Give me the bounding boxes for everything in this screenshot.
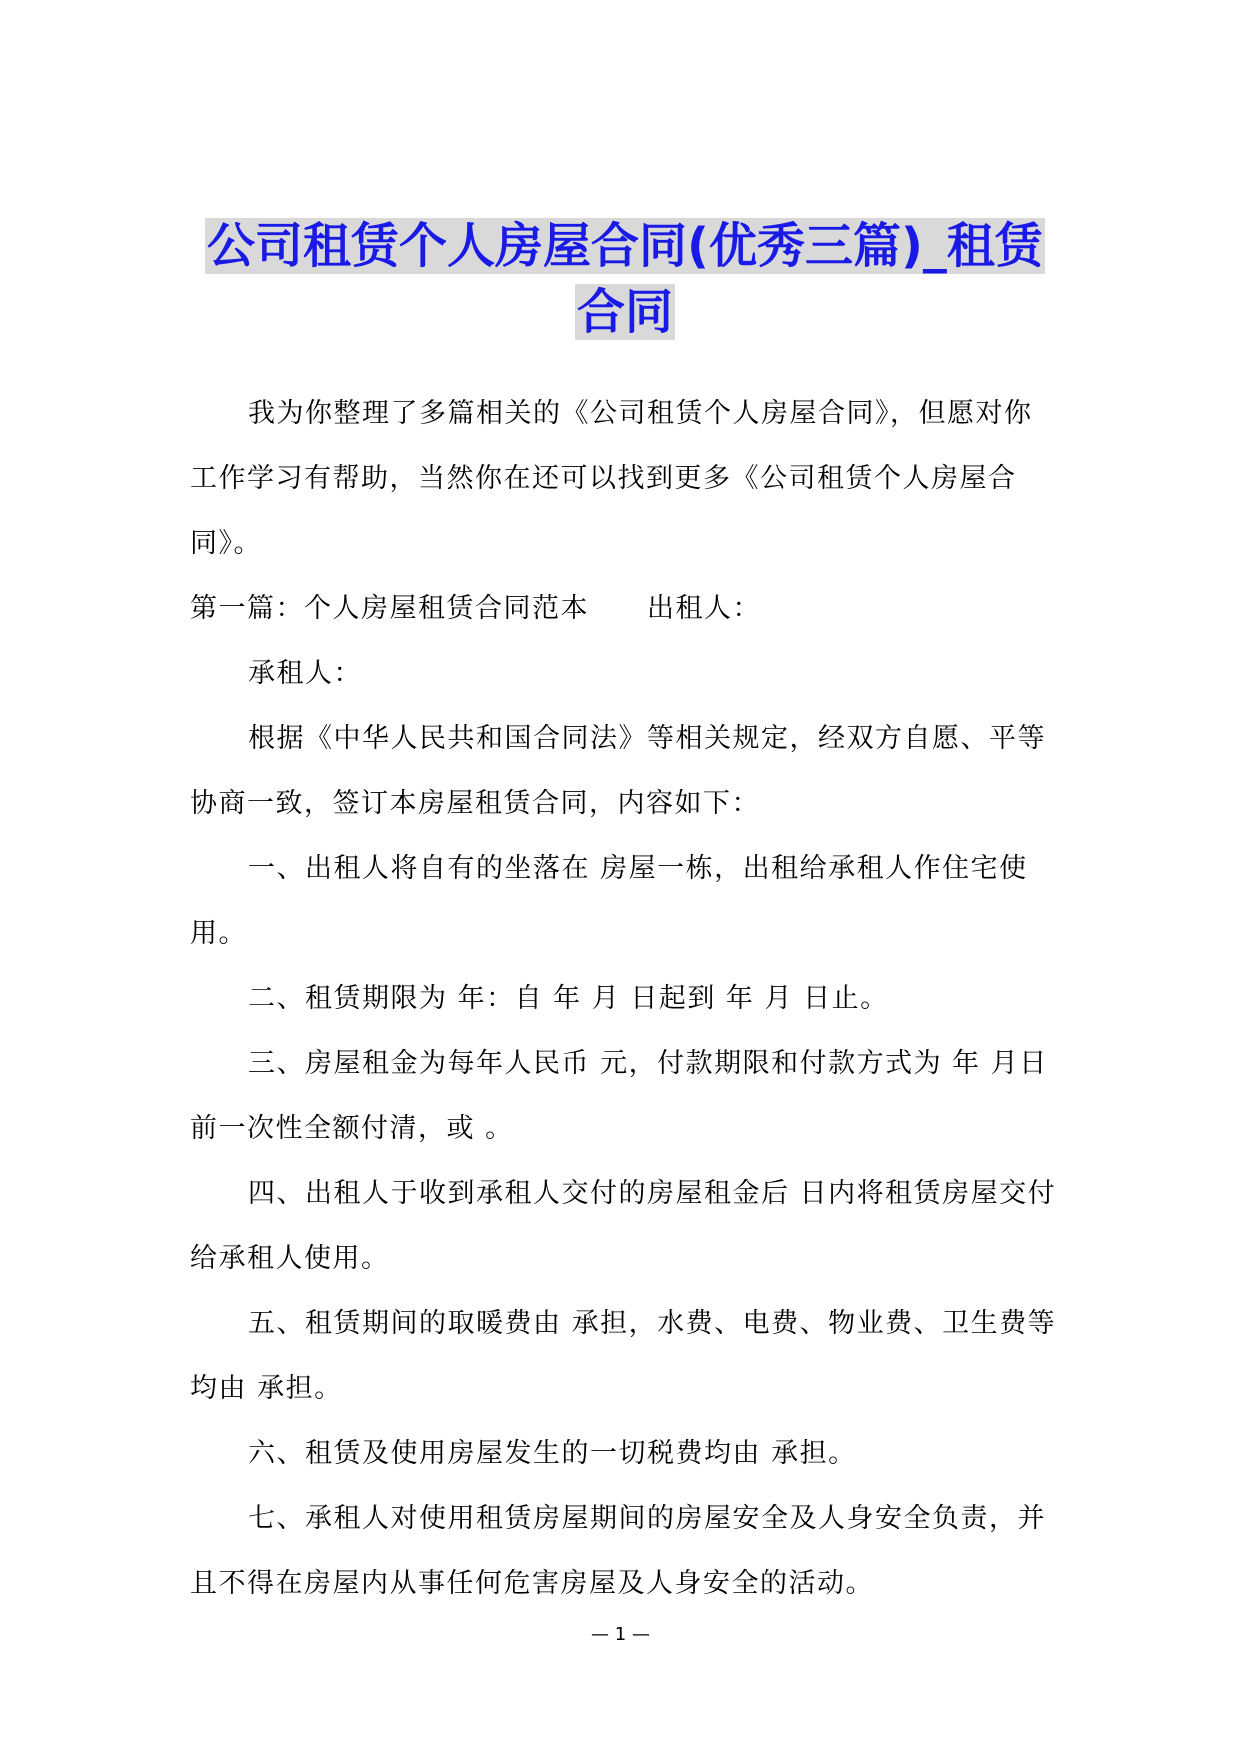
intro-paragraph: 我为你整理了多篇相关的《公司租赁个人房屋合同》，但愿对你工作学习有帮助，当然你在还可以找到更多《公司租赁个人房屋合同》。	[190, 398, 1033, 559]
lessee-label: 承租人：	[248, 658, 362, 689]
contract-basis-paragraph: 根据《中华人民共和国合同法》等相关规定，经双方自愿、平等协商一致，签订本房屋租赁合同，内容如下：	[190, 723, 1046, 819]
clause-1: 一、出租人将自有的坐落在 房屋一栋，出租给承租人作住宅使用。	[190, 853, 1028, 949]
section-heading-line	[190, 576, 1060, 641]
document-title-block	[190, 213, 1060, 345]
section-heading: 第一篇：个人房屋租赁合同范本	[190, 593, 589, 624]
clause-2: 二、租赁期限为 年：自 年 月 日起到 年 月 日止。	[248, 983, 889, 1014]
lessor-label: 出租人：	[647, 593, 761, 624]
clause-7: 七、承租人对使用租赁房屋期间的房屋安全及人身安全负责，并且不得在房屋内从事任何危害房屋及人身安全的活动。	[190, 1503, 1046, 1599]
clause-4: 四、出租人于收到承租人交付的房屋租金后 日内将租赁房屋交付给承租人使用。	[190, 1178, 1057, 1274]
document-body	[190, 381, 1060, 1616]
clause-3: 三、房屋租金为每年人民币 元，付款期限和付款方式为 年 月日前一次性全额付清，或 。	[190, 1048, 1048, 1144]
clause-5: 五、租赁期间的取暖费由 承担，水费、电费、物业费、卫生费等均由 承担。	[190, 1308, 1057, 1404]
document-title: 公司租赁个人房屋合同(优秀三篇)_租赁合同	[207, 218, 1043, 340]
page-number: — 1 —	[591, 1624, 650, 1645]
clause-6: 六、租赁及使用房屋发生的一切税费均由 承担。	[248, 1438, 857, 1469]
